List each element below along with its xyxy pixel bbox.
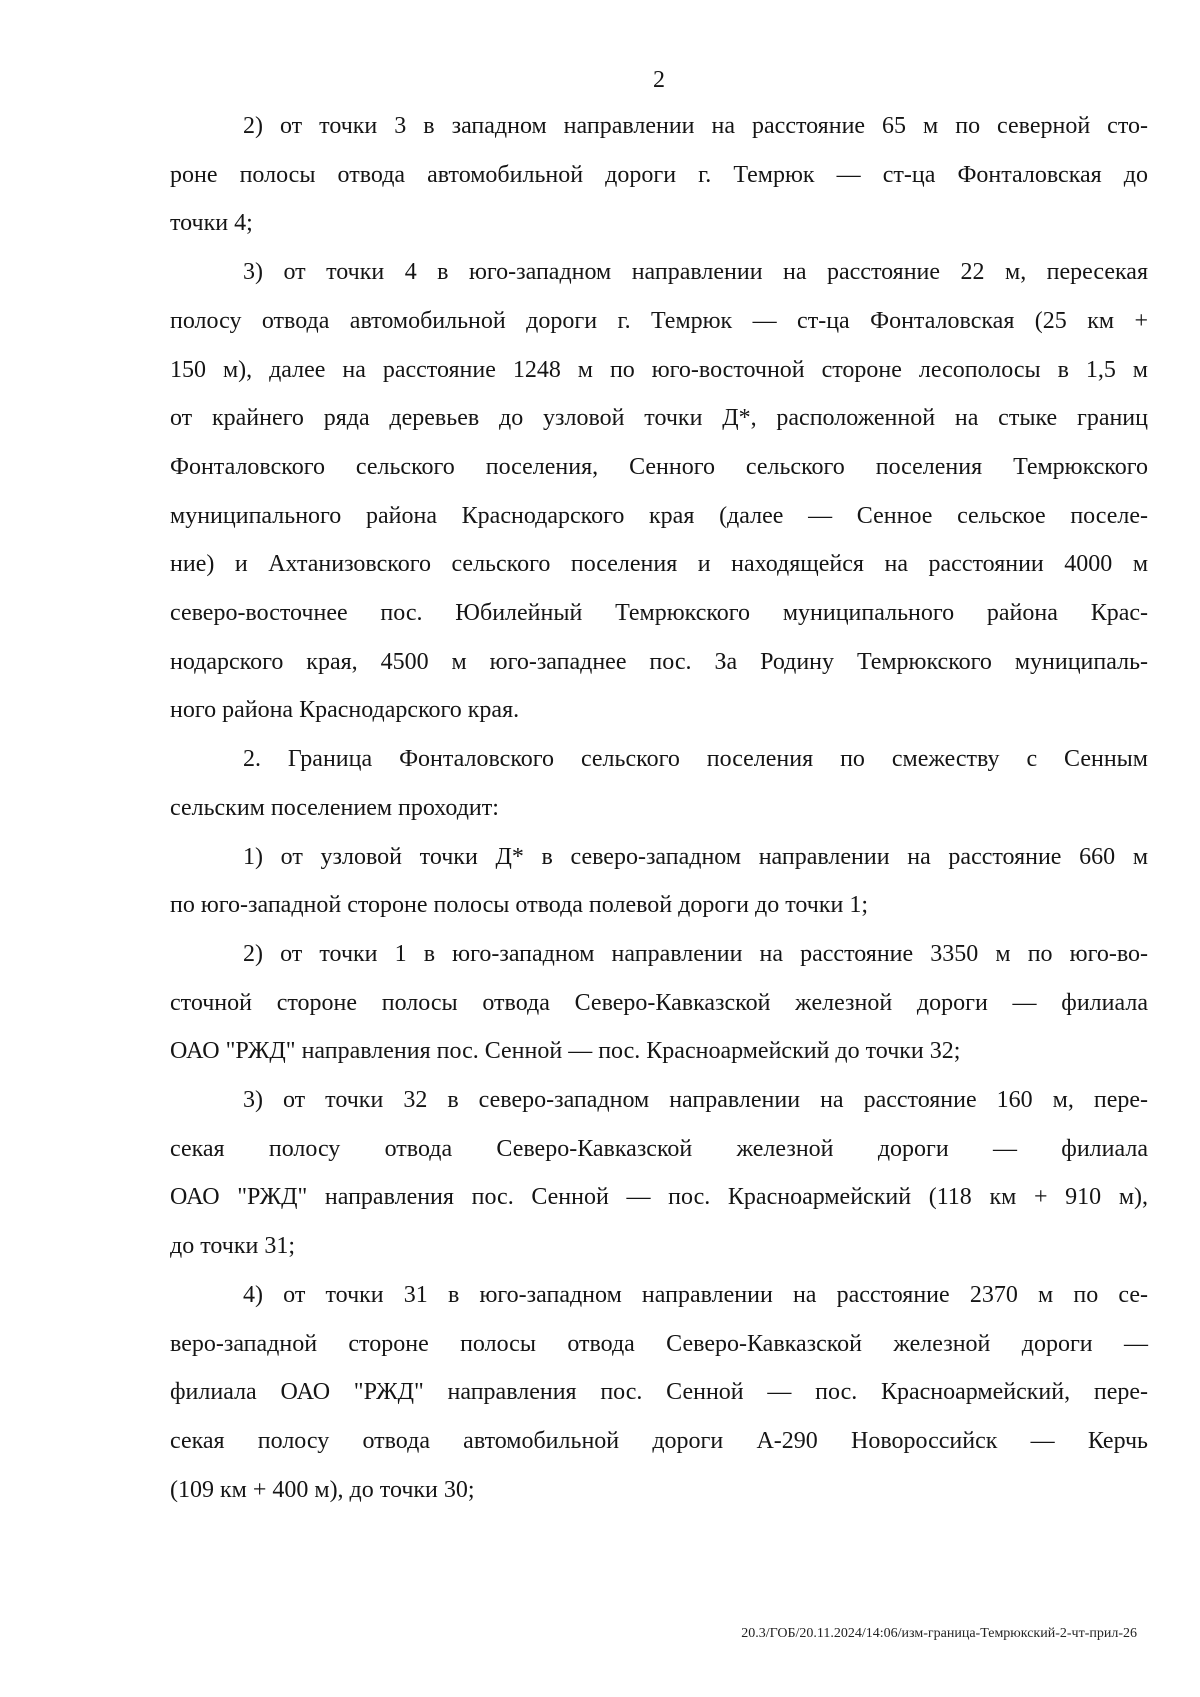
text-line: 2) от точки 1 в юго-западном направлении на расстояние 3350 м по юго-во- — [243, 940, 1148, 967]
text-line: секая полосу отвода Северо-Кавказской железной дороги — филиала — [170, 1135, 1148, 1162]
text-line: ОАО "РЖД" направления пос. Сенной — пос. Красноармейский (118 км + 910 м), — [170, 1184, 1148, 1211]
text-line: нодарского края, 4500 м юго-западнее пос. За Родину Темрюкского муниципаль- — [170, 648, 1148, 675]
paragraph-point-1-node-d — [170, 833, 1148, 930]
text-line: по юго-западной стороне полосы отвода полевой дороги до точки 1; — [170, 892, 869, 919]
text-line: точки 4; — [170, 210, 253, 237]
text-line: ние) и Ахтанизовского сельского поселения и находящейся на расстоянии 4000 м — [170, 551, 1148, 578]
text-line: секая полосу отвода автомобильной дороги А-290 Новороссийск — Керчь — [170, 1427, 1148, 1454]
text-line: 3) от точки 4 в юго-западном направлении на расстояние 22 м, пересекая — [243, 259, 1148, 286]
text-line: филиала ОАО "РЖД" направления пос. Сенной — пос. Красноармейский, пере- — [170, 1379, 1148, 1406]
footer-document-code: 20.3/ГОБ/20.11.2024/14:06/изм-граница-Темрюкский-2-чт-прил-26 — [741, 1626, 1137, 1641]
text-line: 1) от узловой точки Д* в северо-западном направлении на расстояние 660 м — [243, 843, 1148, 870]
text-line: 2. Граница Фонталовского сельского поселения по смежеству с Сенным — [243, 746, 1148, 773]
text-line: муниципального района Краснодарского края (далее — Сенное сельское поселе- — [170, 502, 1148, 529]
page-number: 2 — [653, 67, 665, 93]
text-line: (109 км + 400 м), до точки 30; — [170, 1476, 475, 1503]
text-line: 4) от точки 31 в юго-западном направлении на расстояние 2370 м по се- — [243, 1281, 1148, 1308]
text-line: ного района Краснодарского края. — [170, 697, 520, 724]
text-line: 150 м), далее на расстояние 1248 м по юго-восточной стороне лесополосы в 1,5 м — [170, 356, 1148, 383]
paragraph-point-2-west — [170, 102, 1148, 248]
text-line: 3) от точки 32 в северо-западном направлении на расстояние 160 м, пере- — [243, 1087, 1148, 1114]
text-line: полосу отвода автомобильной дороги г. Темрюк — ст-ца Фонталовская (25 км + — [170, 307, 1148, 334]
document-body — [170, 102, 1148, 1514]
text-line: северо-восточнее пос. Юбилейный Темрюкского муниципального района Крас- — [170, 600, 1148, 627]
paragraph-point-2-railway — [170, 930, 1148, 1076]
text-line: роне полосы отвода автомобильной дороги г. Темрюк — ст-ца Фонталовская до — [170, 161, 1148, 188]
paragraph-point-4-highway — [170, 1271, 1148, 1515]
text-line: веро-западной стороне полосы отвода Северо-Кавказской железной дороги — — [170, 1330, 1148, 1357]
paragraph-point-3-southwest — [170, 248, 1148, 735]
text-line: Фонталовского сельского поселения, Сенного сельского поселения Темрюкского — [170, 453, 1148, 480]
text-line: до точки 31; — [170, 1233, 296, 1260]
text-line: ОАО "РЖД" направления пос. Сенной — пос. Красноармейский до точки 32; — [170, 1038, 961, 1065]
text-line: 2) от точки 3 в западном направлении на расстояние 65 м по северной сто- — [243, 113, 1148, 139]
paragraph-section-2-border — [170, 735, 1148, 832]
text-line: сельским поселением проходит: — [170, 794, 499, 821]
paragraph-point-3-crossing — [170, 1076, 1148, 1271]
text-line: сточной стороне полосы отвода Северо-Кавказской железной дороги — филиала — [170, 989, 1148, 1016]
text-line: от крайнего ряда деревьев до узловой точки Д*, расположенной на стыке границ — [170, 405, 1148, 432]
